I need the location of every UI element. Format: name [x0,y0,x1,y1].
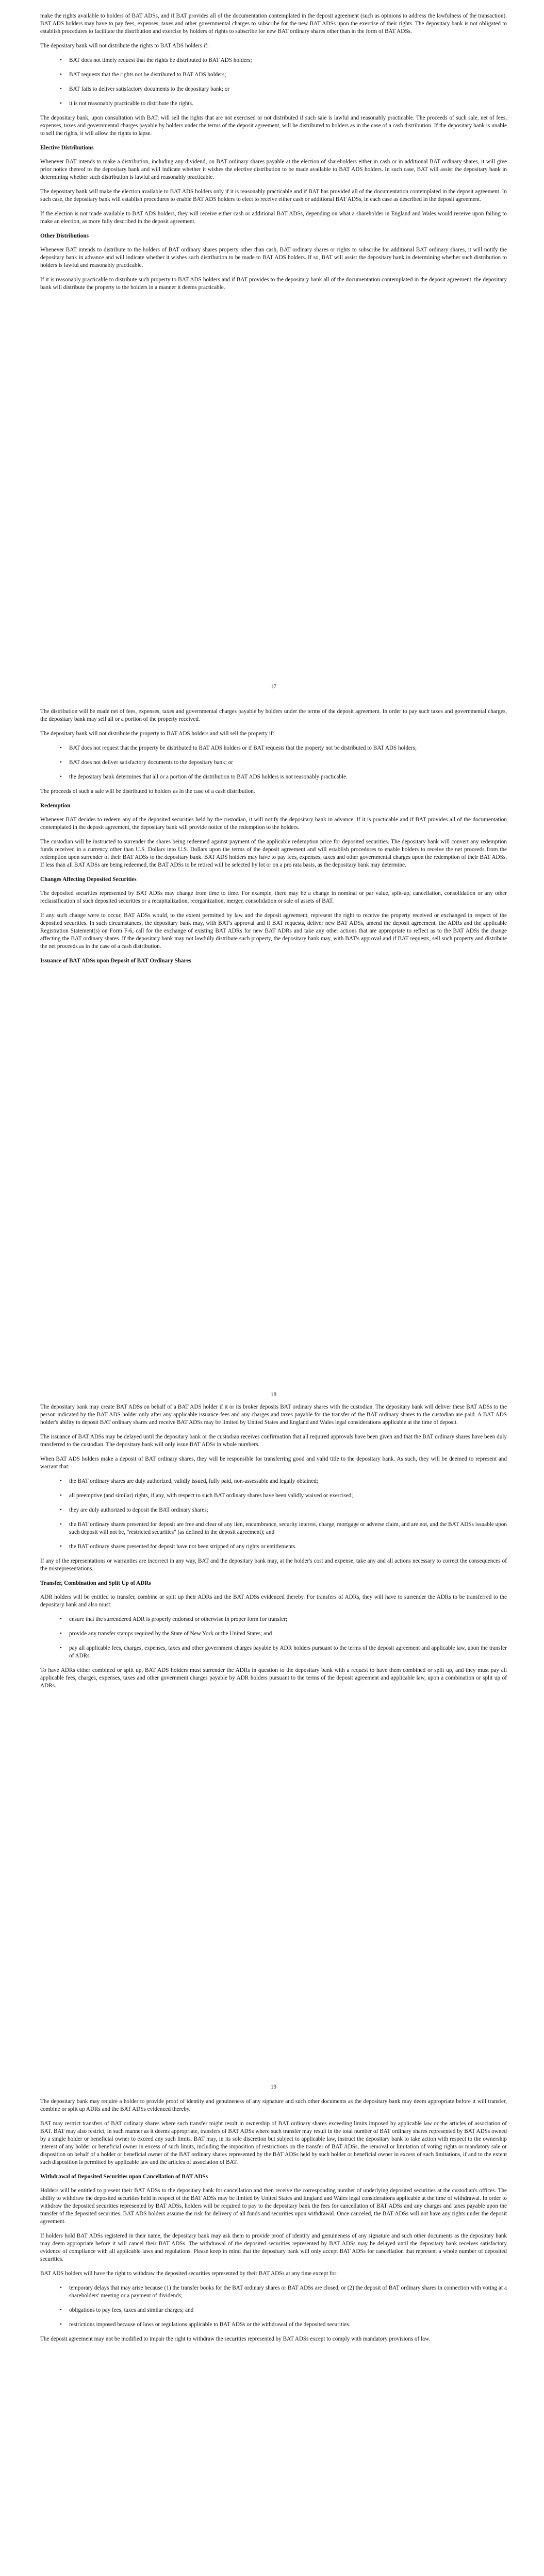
paragraph: If any such change were to occur, BAT ADSs would, to the extent permitted by law and the deposit agreement, represent the right to receive the property received or exchanged in respect of the deposited securities. In such circumstances, the depositary bank may, with BAT's approval and if BAT requests, deliver new BAT ADSs, amend the deposit agreement, the ADRs and the applicable Registration Statement(s) on Form F-6, call for the exchange of existing BAT ADRs for new BAT ADRs and take any other actions that are appropriate to reflect as to the BAT ADSs the change affecting the BAT ordinary shares. If the depositary bank may not lawfully distribute such property, the depositary bank may, with BAT's approval and if BAT requests, sell such property and distribute the net proceeds as in the case of a cash distribution. [40,912,507,950]
section-heading: Transfer, Combination and Split Up of ADRs [40,1580,151,1586]
bullet-item: • the depositary bank determines that all or a portion of the distribution to BAT ADS holders is not reasonably practicable. [60,773,507,781]
bullet-item: • provide any transfer stamps required by the State of New York or the United States; and [60,1630,507,1638]
paragraph: Whenever BAT intends to make a distribution, including any dividend, on BAT ordinary shares payable at the election of shareholders either in cash or in additional BAT ordinary shares, it will give prior notice thereof to the depositary bank and will indicate whether it wishes the elective distribution to be made available to BAT ADS holders. In such case, BAT will assist the depositary bank in determining whether such distribution is lawful and reasonably practicable. [40,159,507,180]
bullet-item: • BAT does not deliver satisfactory documents to the depositary bank; or [60,759,507,767]
paragraph: The issuance of BAT ADSs may be delayed until the depositary bank or the custodian receives confirmation that all required approvals have been given and that the BAT ordinary shares have been duly transferred to the custodian. The depositary bank will only issue BAT ADSs in whole numbers. [40,1434,507,1448]
bullet-list [40,57,507,108]
paragraph: ADR holders will be entitled to transfer, combine or split up their ADRs and the BAT ADSs evidenced thereby. For transfers of ADRs, they will have to surrender the ADRs to be transferred to the depositary bank and also must: [40,1594,507,1608]
paragraph: make the rights available to holders of BAT ADSs, and if BAT provides all of the documentation contemplated in the deposit agreement (such as opinions to address the lawfulness of the transaction). BAT ADS holders may have to pay fees, expenses, taxes and other governmental charges to subscribe for the new BAT ADSs upon the exercise of their rights. The depositary bank is not obligated to establish procedures to facilitate the distribution and exercise by holders of rights to subscribe for new BAT ordinary shares other than in the form of BAT ADSs. [40,13,507,35]
section-heading: Withdrawal of Deposited Securities upon Cancellation of BAT ADSs [40,2174,208,2180]
paragraph: BAT ADS holders will have the right to withdraw the deposited securities represented by their BAT ADSs at any time except for: [40,2270,338,2277]
section-heading: Changes Affecting Deposited Securities [40,876,137,883]
paragraph: The depositary bank, upon consultation with BAT, will sell the rights that are not exercised or not distributed if such sale is lawful and reasonably practicable. The proceeds of such sale, net of fees, expenses, taxes and governmental charges payable by holders under the terms of the deposit agreement, will be distributed to holders as in the case of a cash distribution. If the depositary bank is unable to sell the rights, it will allow the rights to lapse. [40,115,507,137]
bullet-item: • obligations to pay fees, taxes and similar charges; and [60,2307,507,2314]
bullet-list [40,1478,507,1551]
paragraph: BAT may restrict transfers of BAT ordinary shares where such transfer might result in ownership of BAT ordinary shares exceeding limits imposed by applicable law or the articles of association of BAT. BAT may also restrict, in such manner as it deems appropriate, transfers of BAT ADSs where such transfer may result in the total number of BAT ordinary shares represented by BAT ADSs owned by a single holder or beneficial owner to exceed any such limits. BAT may, in its sole discretion but subject to applicable law, instruct the depositary bank to take action with respect to the ownership interest of any holder or beneficial owner in excess of such limits, including the imposition of restrictions on the transfer of BAT ADSs, the removal or limitation of voting rights or mandatory sale or disposition on behalf of a holder or beneficial owner of the BAT ordinary shares represented by the BAT ADSs held by such holder or beneficial owner in excess of such limitations, if and to the extent such disposition is permitted by applicable law and the articles of association of BAT. [40,2121,507,2165]
bullet-item: • BAT fails to deliver satisfactory documents to the depositary bank; or [60,86,507,93]
paragraph: If it is reasonably practicable to distribute such property to BAT ADS holders and if BAT provides to the depositary bank all of the documentation contemplated in the deposit agreement, the depositary bank will distribute the property to the holders in a manner it deems practicable. [40,277,507,291]
bullet-item: • BAT does not request that the property be distributed to BAT ADS holders or if BAT requests that the property not be distributed to BAT ADS holders; [60,744,507,752]
page-20 [40,2098,507,2350]
bullet-item: • restrictions imposed because of laws or regulations applicable to BAT ADSs or the withdrawal of the deposited securities. [60,2321,507,2329]
bullet-list [40,744,507,781]
page-19 [40,1403,507,2090]
page-17 [40,12,507,690]
bullet-item: • the BAT ordinary shares presented for deposit have not been stripped of any rights or entitlements. [60,1543,507,1551]
bullet-item: • they are duly authorized to deposit the BAT ordinary shares; [60,1506,507,1514]
page-number: 19 [270,2084,277,2090]
bullet-item: • the BAT ordinary shares presented for deposit are free and clear of any lien, encumbrance, security interest, charge, mortgage or adverse claim, and are not, and the BAT ADSs issuable upon such deposit will not be, "restricted securities" (as defined in the deposit agreement); and [60,1521,507,1536]
paragraph: The proceeds of such a sale will be distributed to holders as in the case of a cash distribution. [40,788,255,794]
bullet-item: • BAT does not timely request that the rights be distributed to BAT ADS holders; [60,57,507,64]
bullet-item: • BAT requests that the rights not be distributed to BAT ADS holders; [60,71,507,79]
paragraph: Holders will be entitled to present their BAT ADSs to the depositary bank for cancellation and then receive the corresponding number of underlying deposited securities at the custodian's offices. The ability to withdraw the deposited securities held in respect of the BAT ADSs may be limited by United States and England and Wales legal considerations applicable at the time of withdrawal. In order to withdraw the deposited securities represented by BAT ADSs, holders will be required to pay to the depositary bank the fees for cancellation of BAT ADSs and any charges and taxes payable upon the transfer of the deposited securities. BAT ADS holders assume the risk for delivery of all funds and securities upon withdrawal. Once canceled, the BAT ADSs will not have any rights under the deposit agreement. [40,2188,507,2225]
section-heading: Issuance of BAT ADSs upon Deposit of BAT Ordinary Shares [40,958,191,964]
bullet-list [40,2284,507,2329]
paragraph: The depositary bank will make the election available to BAT ADS holders only if it is reasonably practicable and if BAT has provided all of the documentation contemplated in the deposit agreement. In such case, the depositary bank will establish procedures to enable BAT ADS holders to elect to receive either cash or additional BAT ADSs, in each case as described in the deposit agreement. [40,189,507,202]
paragraph: The depositary bank will not distribute the rights to BAT ADS holders if: [40,43,209,49]
bullet-item: • all preemptive (and similar) rights, if any, with respect to such BAT ordinary shares have been validly waived or exercised; [60,1492,507,1500]
paragraph: If any of the representations or warranties are incorrect in any way, BAT and the depositary bank may, at the holder's cost and expense, take any and all actions necessary to correct the consequences of the misrepresentations. [40,1558,507,1572]
bullet-item: • it is not reasonably practicable to distribute the rights. [60,100,507,108]
section-heading: Other Distributions [40,233,89,239]
section-heading: Redemption [40,803,71,809]
paragraph: The depositary bank will not distribute the property to BAT ADS holders and will sell the property if: [40,731,274,737]
paragraph: When BAT ADS holders make a deposit of BAT ordinary shares, they will be responsible for transferring good and valid title to the depositary bank. As such, they will be deemed to represent and warrant that: [40,1456,507,1470]
paragraph: To have ADRs either combined or split up, BAT ADS holders must surrender the ADRs in question to the depositary bank with a request to have them combined or split up, and they must pay all applicable fees, charges, expenses, taxes and other government charges payable by ADR holders pursuant to the terms of the deposit agreement and applicable law, upon a combination or split up of ADRs. [40,1667,507,1689]
paragraph: The deposit agreement may not be modified to impair the right to withdraw the securities represented by BAT ADSs except to comply with mandatory provisions of law. [40,2336,431,2342]
page-number: 18 [270,1392,277,1398]
bullet-item: • ensure that the surrendered ADR is properly endorsed or otherwise in proper form for transfer; [60,1616,507,1623]
paragraph: The distribution will be made net of fees, expenses, taxes and governmental charges payable by holders under the terms of the deposit agreement. In order to pay such taxes and governmental charges, the depositary bank may sell all or a portion of the property received. [40,708,507,722]
paragraph: The depositary bank may require a holder to provide proof of identity and genuineness of any signature and such other documents as the depositary bank may deem appropriate before it will transfer, combine or split up ADRs and the BAT ADSs evidenced thereby. [40,2098,507,2112]
paragraph: If the election is not made available to BAT ADS holders, they will receive either cash or additional BAT ADSs, depending on what a shareholder in England and Wales would receive upon failing to make an election, as more fully described in the deposit agreement. [40,211,507,225]
paragraph: The custodian will be instructed to surrender the shares being redeemed against payment of the applicable redemption price for deposited securities. The depositary bank will convert any redemption funds received in a currency other than U.S. Dollars into U.S. Dollars upon the terms of the deposit agreement and will establish procedures to enable holders to receive the net proceeds from the redemption upon surrender of their BAT ADSs to the depositary bank. BAT ADS holders may have to pay fees, expenses, taxes and other governmental charges upon the redemption of their BAT ADSs. If less than all BAT ADSs are being redeemed, the BAT ADSs to be retired will be selected by lot or on a pro rata basis, as the depositary bank may determine. [40,839,507,868]
section-heading: Elective Distributions [40,145,94,151]
paragraph: Whenever BAT intends to distribute to the holders of BAT ordinary shares property other than cash, BAT ordinary shares or rights to subscribe for additional BAT ordinary shares, it will notify the depositary bank in advance and will indicate whether it wishes such distribution to be made to BAT ADS holders. If so, BAT will assist the depositary bank in determining whether such distribution to holders is lawful and reasonably practicable. [40,247,507,268]
bullet-list [40,1616,507,1660]
page-number: 17 [270,684,277,690]
paragraph: Whenever BAT decides to redeem any of the deposited securities held by the custodian, it will notify the depositary bank in advance. If it is practicable and if BAT provides all of the documentation contemplated in the deposit agreement, the depositary bank will provide notice of the redemption to the holders. [40,817,507,831]
paragraph: The deposited securities represented by BAT ADSs may change from time to time. For example, there may be a change in nominal or par value, split-up, cancellation, consolidation or any other reclassification of such deposited securities or a recapitalization, reorganization, merger, consolidation or sale of assets of BAT. [40,890,507,904]
bullet-item: • pay all applicable fees, charges, expenses, taxes and other government charges payable by ADR holders pursuant to the terms of the deposit agreement and applicable law, upon the transfer of ADRs. [60,1645,507,1660]
paragraph: If holders hold BAT ADSs registered in their name, the depositary bank may ask them to provide proof of identity and genuineness of any signature and such other documents as the depositary bank may deem appropriate before it will cancel their BAT ADSs. The withdrawal of the deposited securities represented by BAT ADSs may be delayed until the depositary bank receives satisfactory evidence of compliance with all applicable laws and regulations. Please keep in mind that the depositary bank will only accept BAT ADSs for cancellation that represent a whole number of deposited securities. [40,2233,507,2262]
bullet-item: • temporary delays that may arise because (1) the transfer books for the BAT ordinary shares or BAT ADSs are closed, or (2) the deposit of BAT ordinary shares in connection with voting at a shareholders' meeting or a payment of dividends; [60,2284,507,2300]
bullet-item: • the BAT ordinary shares are duly authorized, validly issued, fully paid, non-assessable and legally obtained; [60,1478,507,1485]
paragraph: The depositary bank may create BAT ADSs on behalf of a BAT ADS holder if it or its broker deposits BAT ordinary shares with the custodian. The depositary bank will deliver these BAT ADSs to the person indicated by the BAT ADS holder only after any applicable issuance fees and any charges and taxes payable for the transfer of the BAT ordinary shares to the custodian are paid. A BAT ADS holder's ability to deposit BAT ordinary shares and receive BAT ADSs may be limited by United States and England and Wales legal considerations applicable at the time of deposit. [40,1404,507,1426]
page-18 [40,708,507,1398]
